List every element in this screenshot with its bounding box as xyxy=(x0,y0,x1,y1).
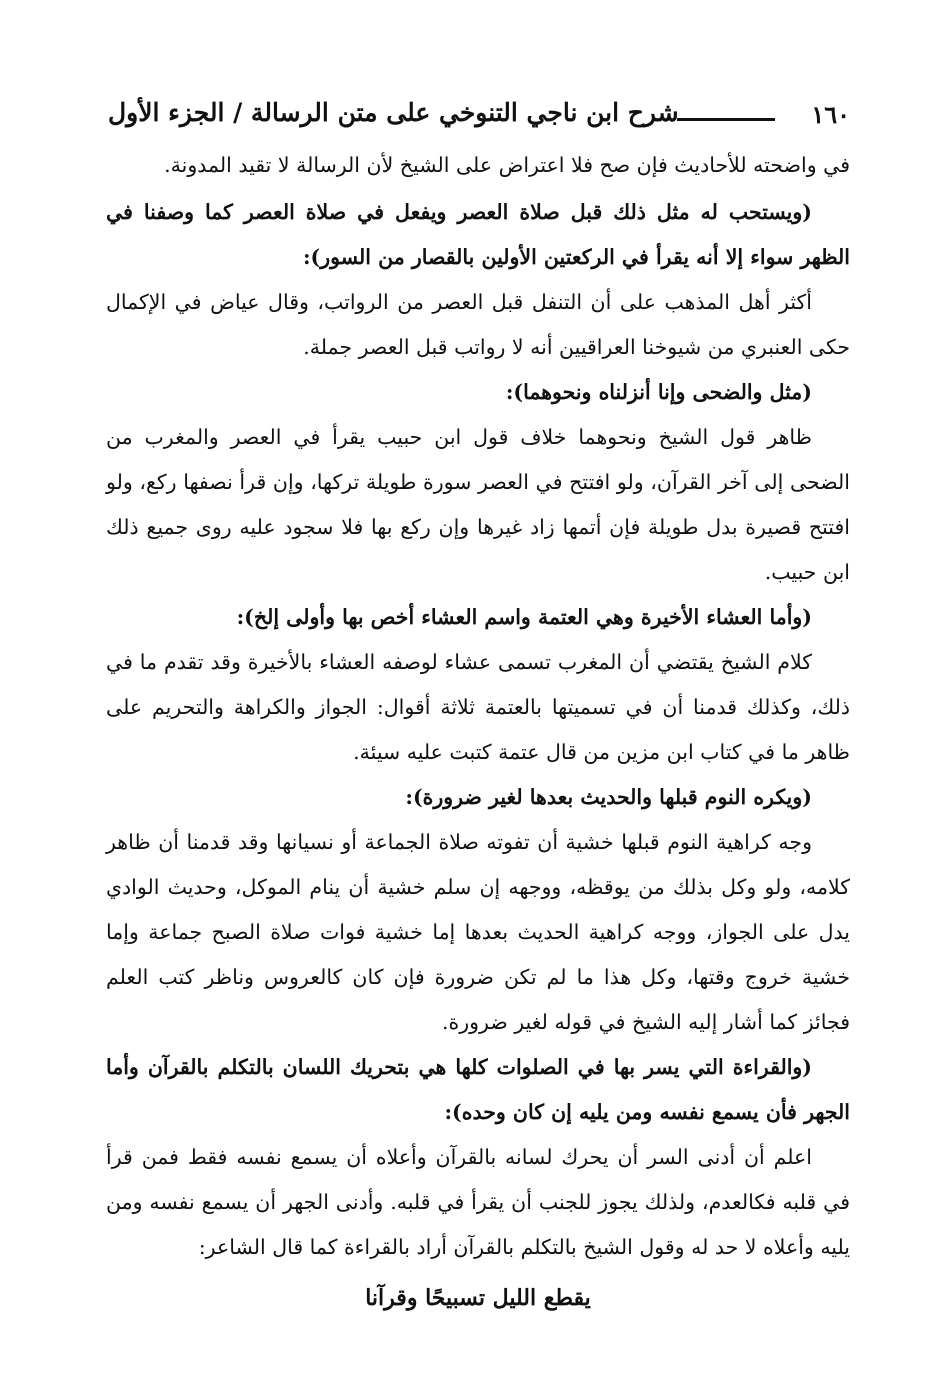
page-number: ١٦٠ xyxy=(811,100,850,129)
commentary-paragraph: في واضحته للأحاديث فإن صح فلا اعتراض على الشيخ لأن الرسالة لا تقيد المدونة. xyxy=(164,153,850,177)
matn-paragraph: (ويستحب له مثل ذلك قبل صلاة العصر ويفعل في صلاة العصر كما وصفنا في الظهر سواء إلا أنه يقرأ في الركعتين الأولين بالقصار من السور): xyxy=(106,200,850,269)
commentary-paragraph: وجه كراهية النوم قبلها خشية أن تفوته صلاة الجماعة أو نسيانها وقد قدمنا أن ظاهر كلامه، ولو وكل بذلك من يوقظه، ووجهه إن سلم خشية أن ينام الموكل، وحديث الوادي يدل على الجواز، ووجه كراهية الحديث بعدها إما خشية فوات صلاة الصبح جماعة وإما خشية خروج وقتها، وكل هذا ما لم تكن ضرورة فإن كان كالعروس وناظر كتب العلم فجائز كما أشار إليه الشيخ في قوله لغير ضرورة. xyxy=(106,830,850,1034)
commentary-paragraph: أكثر أهل المذهب على أن التنفل قبل العصر من الرواتب، وقال عياض في الإكمال حكى العنبري من شيوخنا العراقيين أنه لا رواتب قبل العصر جملة. xyxy=(106,290,850,359)
running-title: شرح ابن ناجي التنوخي على متن الرسالة / الجزء الأول xyxy=(108,98,679,127)
poetry-verse: يقطع الليل تسبيحًا وقرآنا xyxy=(365,1285,591,1311)
commentary-paragraph: اعلم أن أدنى السر أن يحرك لسانه بالقرآن وأعلاه أن يسمع نفسه فقط فمن قرأ في قلبه فكالعدم، ولذلك يجوز للجنب أن يقرأ في قلبه. وأدنى الجهر أن يسمع نفسه ومن يليه وأعلاه لا حد له وقول الشيخ بالتكلم بالقرآن أراد بالقراءة كما قال الشاعر: xyxy=(106,1145,850,1259)
matn-paragraph: (وأما العشاء الأخيرة وهي العتمة واسم العشاء أخص بها وأولى إلخ): xyxy=(236,605,812,629)
commentary-paragraph: ظاهر قول الشيخ ونحوهما خلاف قول ابن حبيب يقرأ في العصر والمغرب من الضحى إلى آخر القرآن، ولو افتتح في العصر سورة طويلة تركها، وإن قرأ نصفها ركع، ولو افتتح قصيرة بدل طويلة فإن أتمها زاد غيرها وإن ركع بها فلا سجود عليه روى جميع ذلك ابن حبيب. xyxy=(106,425,850,584)
body-text xyxy=(106,150,850,1318)
matn-paragraph: (والقراءة التي يسر بها في الصلوات كلها هي بتحريك اللسان بالتكلم بالقرآن وأما الجهر فأن يسمع نفسه ومن يليه إن كان وحده): xyxy=(106,1055,850,1124)
matn-paragraph: (ويكره النوم قبلها والحديث بعدها لغير ضرورة): xyxy=(405,785,812,809)
page-header xyxy=(108,98,850,138)
matn-paragraph: (مثل والضحى وإنا أنزلناه ونحوهما): xyxy=(505,380,812,404)
header-rule xyxy=(677,118,775,121)
commentary-paragraph: كلام الشيخ يقتضي أن المغرب تسمى عشاء لوصفه العشاء بالأخيرة وقد تقدم ما في ذلك، وكذلك قدمنا أن في تسميتها بالعتمة ثلاثة أقوال: الجواز والكراهة والتحريم على ظاهر ما في كتاب ابن مزين من قال عتمة كتبت عليه سيئة. xyxy=(106,650,850,764)
